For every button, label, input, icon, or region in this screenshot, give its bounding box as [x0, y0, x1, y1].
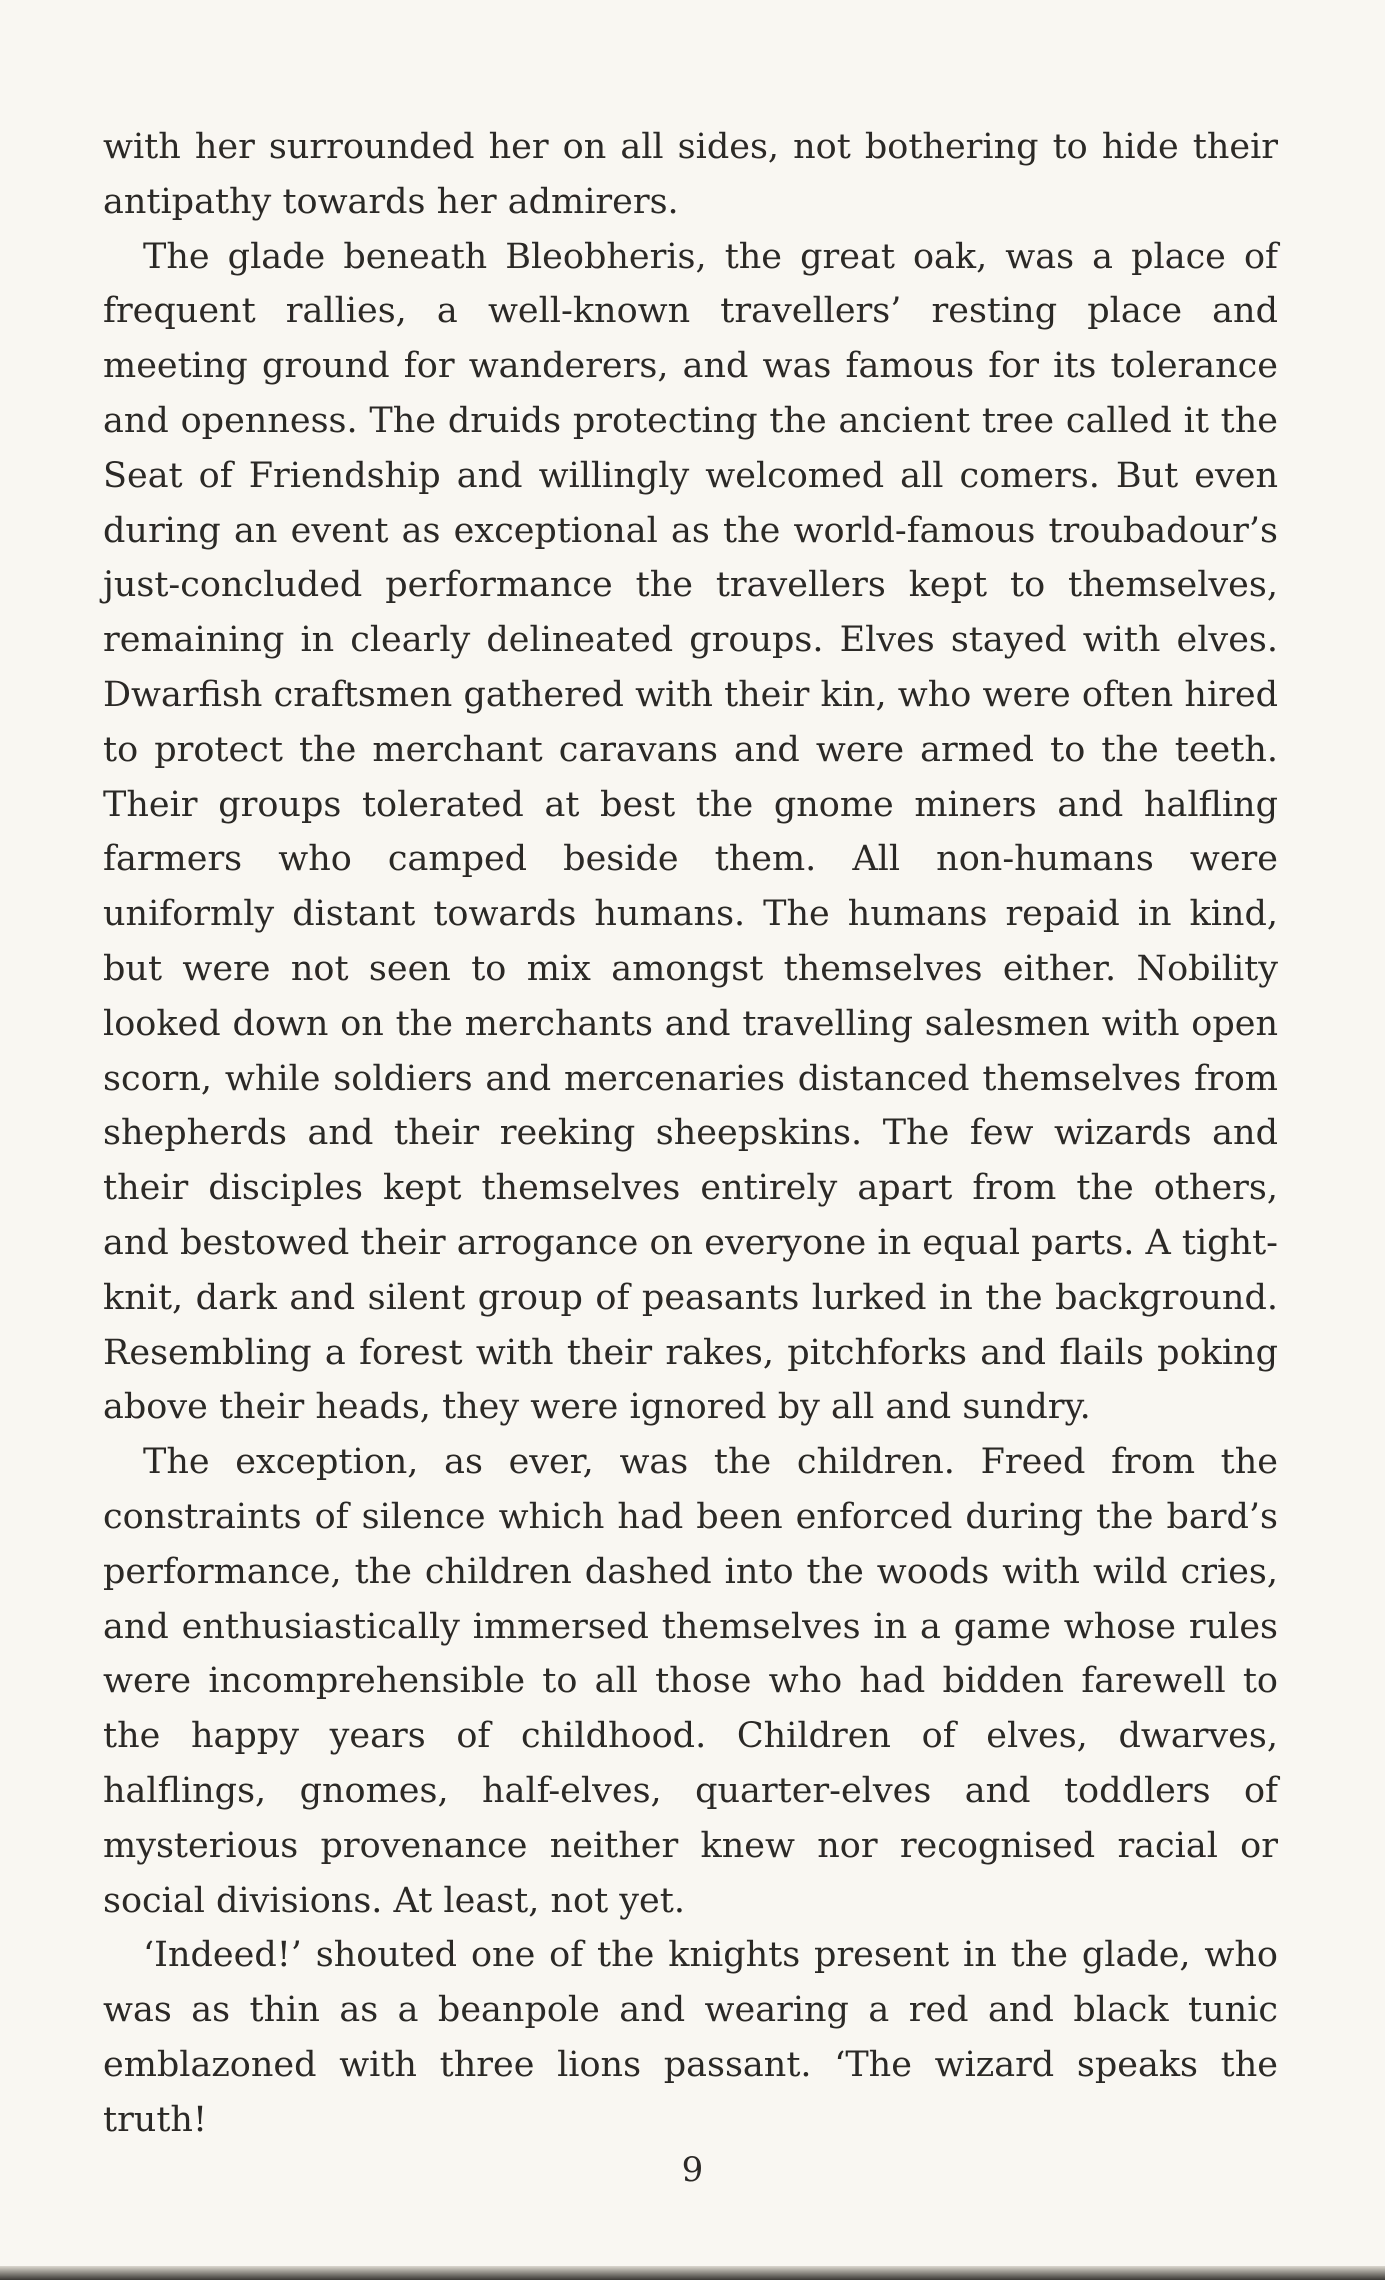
paragraph-1: with her surrounded her on all sides, not bothering to hide their antipathy towards her admirers. [103, 127, 1278, 222]
page-number: 9 [681, 2150, 704, 2190]
paragraph-3: The exception, as ever, was the children. Freed from the constraints of silence which had been enforced during the bard’s performance, the children dashed into the woods with wild cries, and enthusiastically immersed themselves in a game whose rules were incomprehensible to all those who had bidden farewell to the happy years of childhood. Children of elves, dwarves, halflings, gnomes, half-elves, quarter-elves and toddlers of mysterious provenance neither knew nor recognised racial or social divisions. At least, not yet. [103, 1442, 1278, 1921]
paragraph-2: The glade beneath Bleobheris, the great oak, was a place of frequent rallies, a well-known travellers’ resting place and meeting ground for wanderers, and was famous for its tolerance and openness. The druids protecting the ancient tree called it the Seat of Friendship and willingly welcomed all comers. But even during an event as exceptional as the world-famous troubadour’s just-concluded performance the travellers kept to themselves, remaining in clearly delineated groups. Elves stayed with elves. Dwarfish craftsmen gathered with their kin, who were often hired to protect the merchant caravans and were armed to the teeth. Their groups tolerated at best the gnome miners and halfling farmers who camped beside them. All non-humans were uniformly distant towards humans. The humans repaid in kind, but were not seen to mix amongst themselves either. Nobility looked down on the merchants and travelling salesmen with open scorn, while soldiers and mercenaries distanced themselves from shepherds and their reeking sheepskins. The few wizards and their disciples kept themselves entirely apart from the others, and bestowed their arrogance on everyone in equal parts. A tight-knit, dark and silent group of peasants lurked in the background. Resembling a forest with their rakes, pitchforks and flails poking above their heads, they were ignored by all and sundry. [103, 236, 1278, 1428]
page-bottom-edge [0, 2266, 1385, 2280]
paragraph-4: ‘Indeed!’ shouted one of the knights present in the glade, who was as thin as a beanpole and wearing a red and black tunic emblazoned with three lions passant. ‘The wizard speaks the truth! [103, 1935, 1278, 2140]
body-text [103, 120, 1278, 2147]
